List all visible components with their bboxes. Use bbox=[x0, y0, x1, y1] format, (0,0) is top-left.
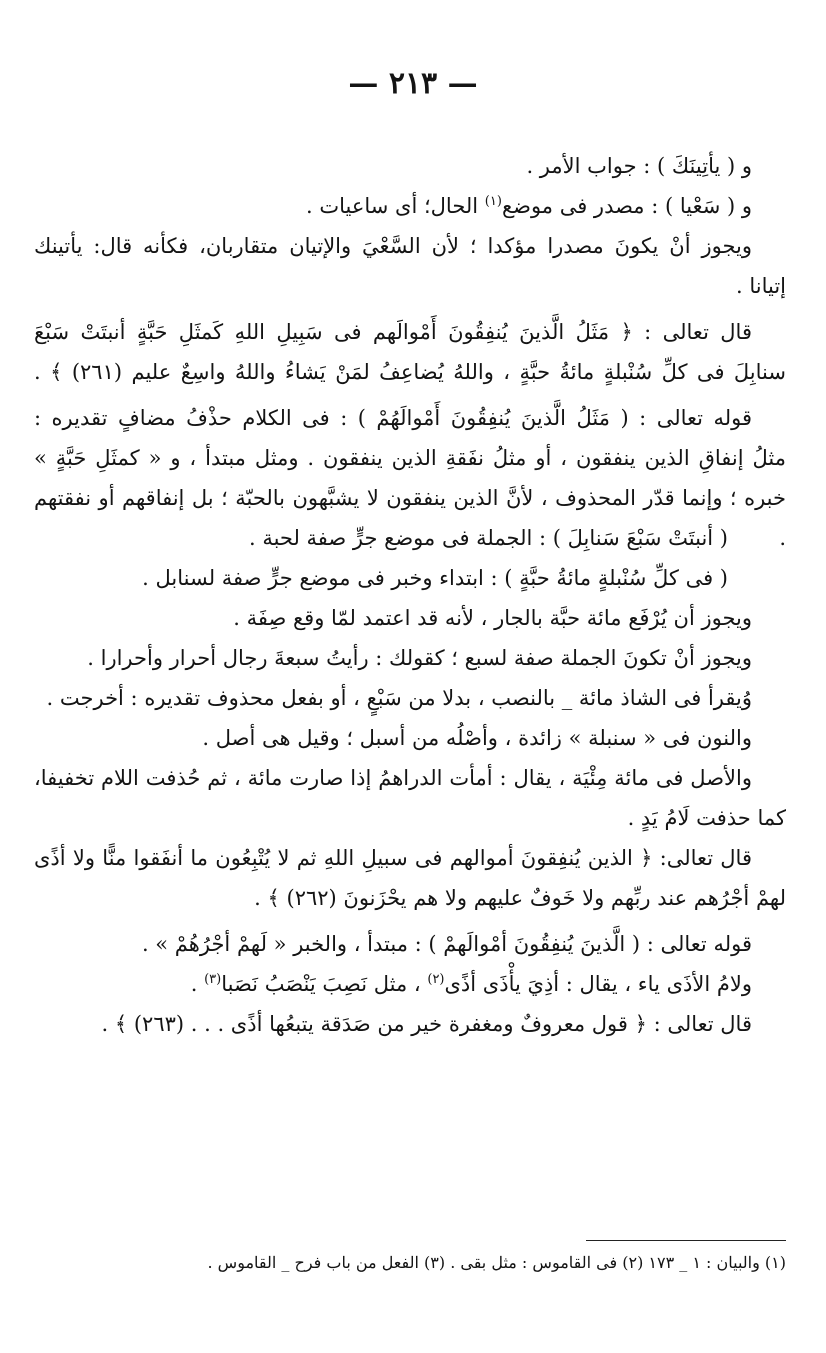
footnotes: (١) والبيان : ١ _ ١٧٣ (٢) فى القاموس : مثل بقى . (٣) الفعل من باب فرح _ القاموس . bbox=[207, 1253, 786, 1272]
footnote-marker: (٢) bbox=[427, 972, 445, 987]
line-text: والنون فى « سنبلة » زائدة ، وأصْلُه من أسبل ؛ وقيل هى أصل . bbox=[202, 726, 752, 750]
text-line bbox=[34, 312, 786, 352]
text-line bbox=[34, 718, 786, 758]
footnote-marker: (٣) bbox=[204, 972, 222, 987]
line-text: و ( سَعْيا ) : مصدر فى موضع bbox=[501, 194, 752, 218]
line-text: سنابِلَ فى كلِّ سُنْبلةٍ مائةُ حبَّةٍ ، واللهُ يُضاعِفُ لمَنْ يَشاءُ واللهُ واسِعٌ عليم (٢٦١) ﴾ . bbox=[34, 360, 786, 384]
line-text: مثلُ إنفاقِ الذين ينفقون ، أو مثلُ نفَقةِ الذين ينفقون . ومثل مبتدأ ، و « كمثَلِ حَبَّةٍ » bbox=[34, 446, 786, 470]
line-text: ويجوز أنْ تكونَ الجملة صفة لسبع ؛ كقولك : رأيتُ سبعةَ رجال أحرار وأحرارا . bbox=[87, 646, 752, 670]
line-text: قال تعالى : ﴿ قول معروفٌ ومغفرة خير من صَدَقة يتبعُها أذًى . . . (٢٦٣) ﴾ . bbox=[101, 1012, 752, 1036]
text-line bbox=[34, 924, 786, 964]
line-text: قال تعالى: ﴿ الذين يُنفِقونَ أموالهم فى سبيلِ اللهِ ثم لا يُتْبِعُون ما أنفَقوا منًّا ولا أذًى bbox=[34, 846, 752, 870]
text-line bbox=[34, 266, 786, 312]
line-text: كما حذفت لَامُ يَدٍ . bbox=[627, 806, 786, 830]
line-text-continued: . bbox=[190, 972, 205, 996]
line-text: قوله تعالى : ( مَثَلُ الَّذينَ يُنفِقُونَ أَمْوالَهُمْ ) : فى الكلام حذْفُ مضافٍ تقديره : bbox=[34, 406, 752, 430]
line-text: وُيقرأ فى الشاذ مائة _ بالنصب ، بدلا من سَبْعٍ ، أو بفعل محذوف تقديره : أخرجت . bbox=[46, 686, 752, 710]
line-text: لهمْ أجْرُهم عند ربِّهم ولا خَوفٌ عليهم ولا هم يحْزَنونَ (٢٦٢) ﴾ . bbox=[254, 886, 786, 910]
footnote-divider bbox=[586, 1240, 786, 1241]
text-line bbox=[34, 518, 786, 558]
line-text-continued: الحال؛ أى ساعيات . bbox=[305, 194, 485, 218]
text-line bbox=[34, 838, 786, 878]
text-line bbox=[34, 226, 786, 266]
text-line bbox=[34, 758, 786, 798]
line-text: و ( يأتِينَكَ ) : جواب الأمر . bbox=[526, 154, 752, 178]
line-text: ( أنبتَتْ سَبْعَ سَنابِلَ ) : الجملة فى موضع جرٍّ صفة لحبة . bbox=[248, 526, 728, 550]
text-line bbox=[34, 678, 786, 718]
line-text: قوله تعالى : ( الَّذينَ يُنفِقُونَ أمْوالَهمْ ) : مبتدأ ، والخبر « لَهمْ أجْرُهُمْ » . bbox=[141, 932, 752, 956]
text-line bbox=[34, 186, 786, 226]
text-line bbox=[34, 964, 786, 1004]
body-text bbox=[34, 146, 786, 1044]
line-text: ( فى كلِّ سُنْبلةٍ مائةُ حبَّةٍ ) : ابتداء وخبر فى موضع جرٍّ صفة لسنابل . bbox=[142, 566, 728, 590]
footnote-marker: (١) bbox=[484, 194, 502, 209]
text-line bbox=[34, 798, 786, 838]
line-text: ويجوز أن يُرْفَع مائة حبَّة بالجار ، لأنه قد اعتمد لمّا وقع صِفَة . bbox=[233, 606, 752, 630]
line-text: خبره ؛ وإنما قدّر المحذوف ، لأنَّ الذين ينفقون لا يشبَّهون بالحبّة ؛ بل إنفاقهم أو نفقتهم . bbox=[34, 486, 786, 550]
text-line bbox=[34, 598, 786, 638]
line-text: والأصل فى مائة مِئْيَة ، يقال : أمأت الدراهمُ إذا صارت مائة ، ثم حُذفت اللام تخفيفا، bbox=[34, 766, 752, 790]
text-line bbox=[34, 638, 786, 678]
text-line bbox=[34, 438, 786, 478]
text-line bbox=[34, 352, 786, 398]
line-text-continued: ، مثل نَصِبَ يَنْصَبُ نَصَبا bbox=[221, 972, 428, 996]
text-line bbox=[34, 878, 786, 924]
line-text: إتيانا . bbox=[735, 274, 786, 298]
text-line bbox=[34, 1004, 786, 1044]
text-line bbox=[34, 558, 786, 598]
line-text: ويجوز أنْ يكونَ مصدرا مؤكدا ؛ لأن السَّعْيَ والإتيان متقاربان، فكأنه قال: يأتينك bbox=[34, 234, 752, 258]
text-line bbox=[34, 146, 786, 186]
text-line bbox=[34, 398, 786, 438]
line-text: قال تعالى : ﴿ مَثَلُ الَّذينَ يُنفِقُونَ أَمْوالَهم فى سَبِيلِ اللهِ كَمثَلِ حَبَّةٍ أنبتَتْ سَبْعَ bbox=[34, 320, 752, 344]
page-number: — ٢١٣ — bbox=[348, 66, 478, 101]
line-text: ولامُ الأذَى ياء ، يقال : أذِيَ يأْذَى أذًى bbox=[444, 972, 752, 996]
